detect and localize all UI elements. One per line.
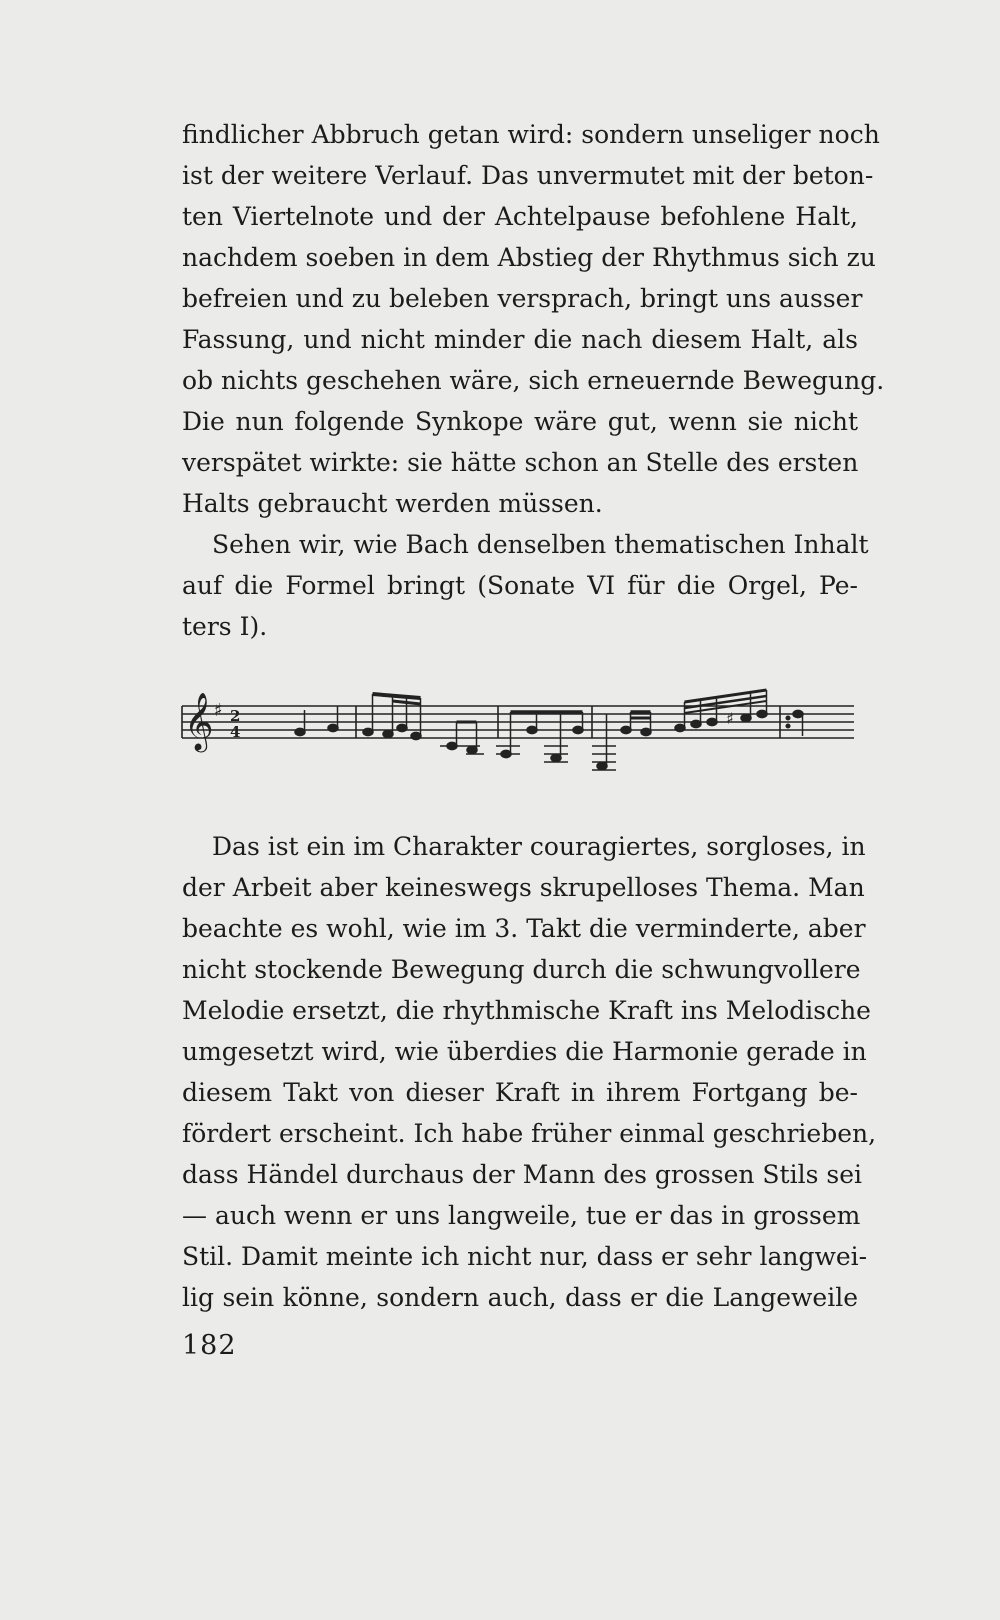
- text-line: nicht stockende Bewegung durch die schwungvollere: [182, 955, 861, 984]
- text-line: diesem Takt von dieser Kraft in ihrem Fortgang be-: [182, 1078, 858, 1107]
- measure-1-notes: [295, 706, 338, 736]
- text-line: auf die Formel bringt (Sonate VI für die Orgel, Pe-: [182, 571, 858, 600]
- time-signature-upper: 2: [230, 707, 241, 725]
- time-signature-lower: 4: [230, 723, 241, 741]
- text-line: ten Viertelnote und der Achtelpause befohlene Halt,: [182, 202, 858, 231]
- text-line: fördert erscheint. Ich habe früher einmal geschrieben,: [182, 1119, 877, 1148]
- key-signature: ♯: [214, 700, 223, 721]
- music-example: [180, 688, 856, 800]
- text-line: lig sein könne, sondern auch, dass er die Langeweile: [182, 1283, 858, 1312]
- text-line: ters I).: [182, 612, 268, 641]
- svg-text:♯: ♯: [726, 709, 734, 728]
- text-line: ist der weitere Verlauf. Das unvermutet mit der beton-: [182, 161, 874, 190]
- text-line: der Arbeit aber keineswegs skrupelloses Thema. Man: [182, 873, 865, 902]
- text-line: nachdem soeben in dem Abstieg der Rhythmus sich zu: [182, 243, 876, 272]
- measure-3-notes: [496, 712, 583, 762]
- upper-text: [182, 114, 885, 647]
- measure-2-notes: [363, 694, 484, 754]
- text-line: — auch wenn er uns langweile, tue er das in grossem: [182, 1201, 861, 1230]
- text-line: findlicher Abbruch getan wird: sondern unseliger noch: [182, 120, 880, 149]
- text-line: Die nun folgende Synkope wäre gut, wenn sie nicht: [182, 407, 858, 436]
- text-line: Halts gebraucht werden müssen.: [182, 489, 603, 518]
- text-line: ob nichts geschehen wäre, sich erneuernde Bewegung.: [182, 366, 885, 395]
- text-line: umgesetzt wird, wie überdies die Harmonie gerade in: [182, 1037, 867, 1066]
- lower-text: [182, 826, 877, 1318]
- text-line: beachte es wohl, wie im 3. Takt die verminderte, aber: [182, 914, 866, 943]
- text-line: Fassung, und nicht minder die nach diesem Halt, als: [182, 325, 858, 354]
- text-line: Sehen wir, wie Bach denselben thematischen Inhalt: [212, 530, 869, 559]
- page-number: 182: [182, 1330, 237, 1361]
- text-line: Stil. Damit meinte ich nicht nur, dass er sehr langwei-: [182, 1242, 868, 1271]
- text-line: befreien und zu beleben versprach, bringt uns ausser: [182, 284, 863, 313]
- text-line: verspätet wirkte: sie hätte schon an Stelle des ersten: [182, 448, 859, 477]
- treble-clef-icon: 𝄞: [184, 692, 214, 750]
- text-line: Das ist ein im Charakter couragiertes, sorgloses, in: [212, 832, 866, 861]
- text-line: Melodie ersetzt, die rhythmische Kraft ins Melodische: [182, 996, 871, 1025]
- text-line: dass Händel durchaus der Mann des grossen Stils sei: [182, 1160, 862, 1189]
